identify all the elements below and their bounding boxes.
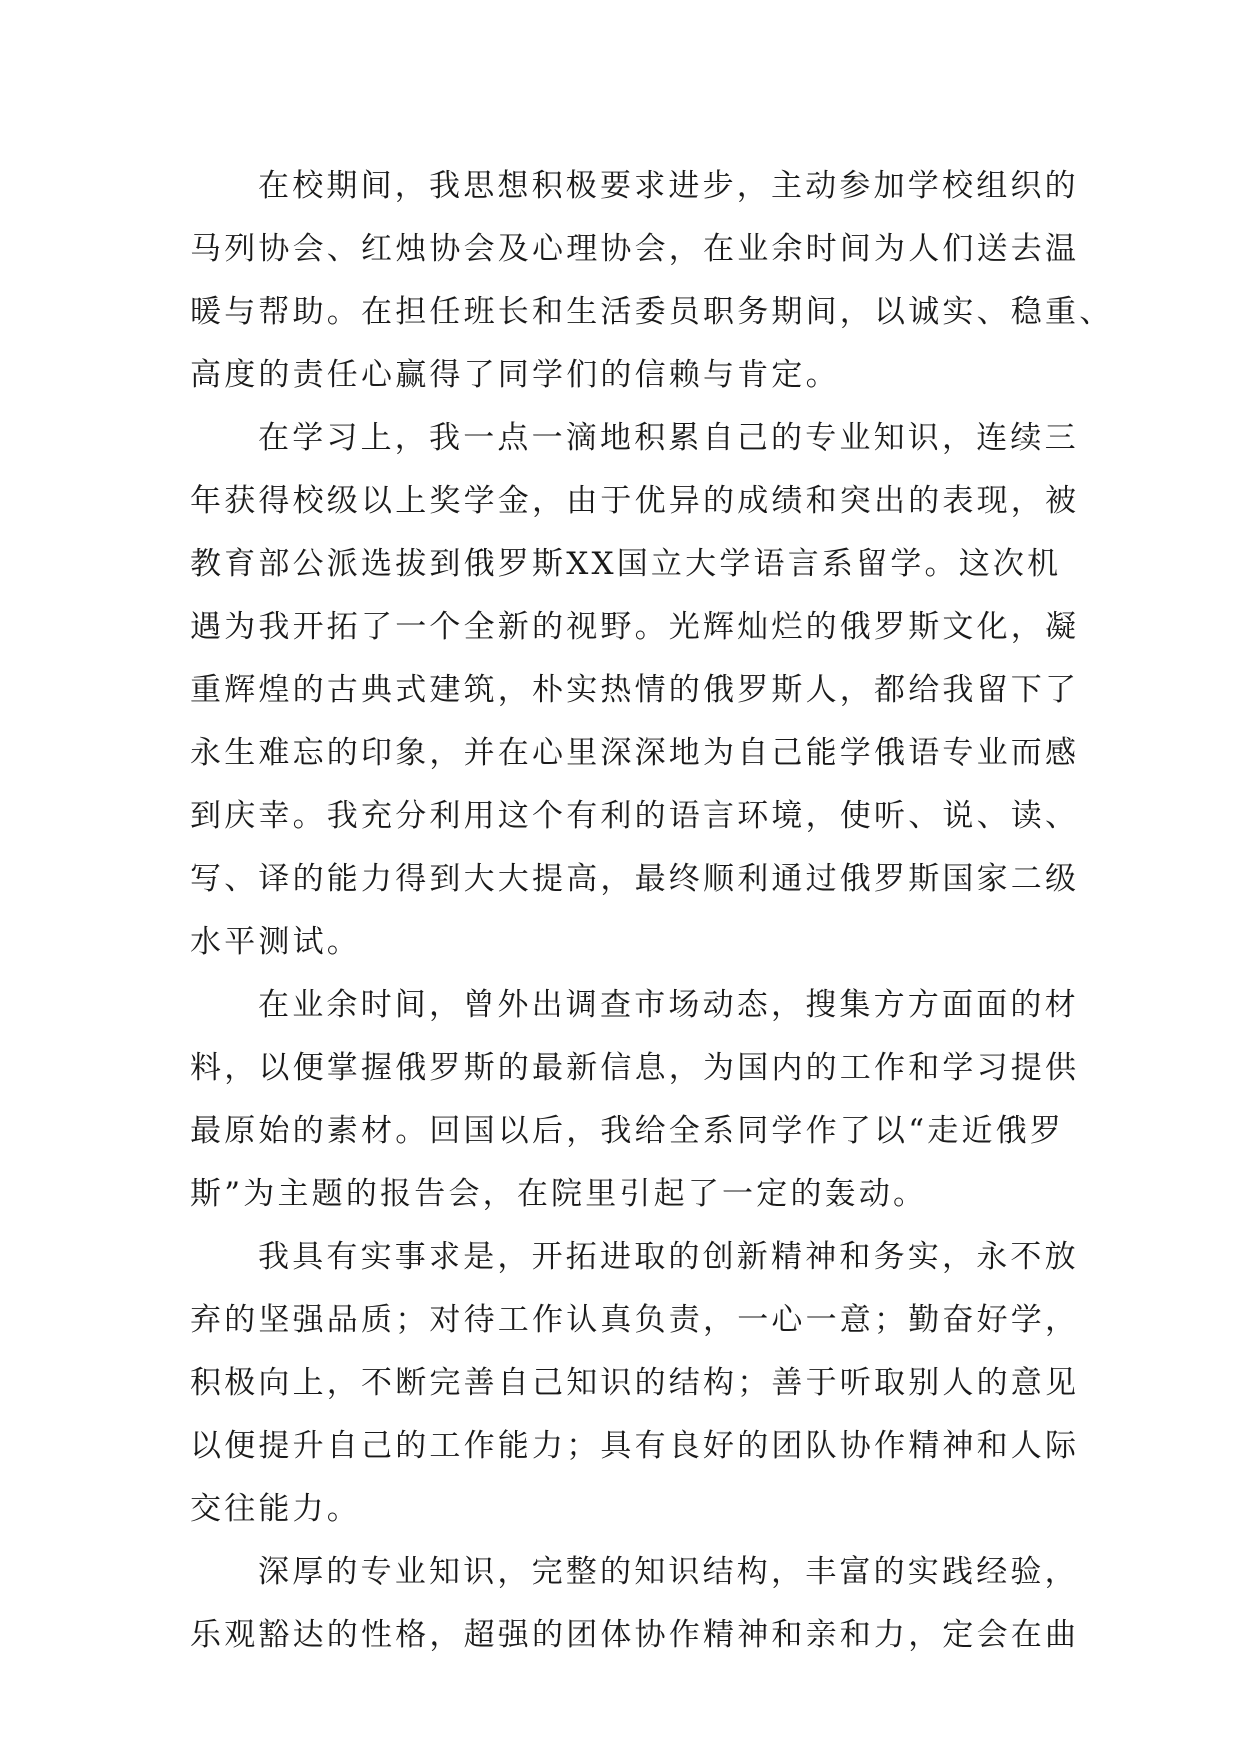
text-line: 交往能力。 [190,1491,361,1527]
text-line: 在校期间，我思想积极要求进步，主动参加学校组织的 [258,168,1079,204]
text-line: 弃的坚强品质；对待工作认真负责，一心一意；勤奋好学， [190,1302,1080,1338]
text-line: 到庆幸。我充分利用这个有利的语言环境，使听、说、读、 [190,798,1080,834]
text-line: 深厚的专业知识，完整的知识结构，丰富的实践经验， [258,1554,1079,1590]
text-line: 年获得校级以上奖学金，由于优异的成绩和突出的表现，被 [190,483,1080,519]
paragraph-1 [190,155,1114,407]
text-line: 料，以便掌握俄罗斯的最新信息，为国内的工作和学习提供 [190,1050,1080,1086]
text-line: 我具有实事求是，开拓进取的创新精神和务实，永不放 [258,1239,1079,1275]
text-line: 暖与帮助。在担任班长和生活委员职务期间，以诚实、稳重、 [190,294,1114,330]
paragraph-5 [190,1541,1080,1667]
paragraph-4 [190,1226,1080,1541]
paragraph-3 [190,974,1080,1226]
text-line: 教育部公派选拔到俄罗斯XX国立大学语言系留学。这次机 [190,546,1062,582]
text-line: 高度的责任心赢得了同学们的信赖与肯定。 [190,357,840,393]
text-line: 永生难忘的印象，并在心里深深地为自己能学俄语专业而感 [190,735,1080,771]
text-line: 以便提升自己的工作能力；具有良好的团队协作精神和人际 [190,1428,1080,1464]
text-line: 在学习上，我一点一滴地积累自己的专业知识，连续三 [258,420,1079,456]
text-line: 在业余时间，曾外出调查市场动态，搜集方方面面的材 [258,987,1079,1023]
text-line: 马列协会、红烛协会及心理协会，在业余时间为人们送去温 [190,231,1080,267]
paragraph-2 [190,407,1080,974]
text-line: 积极向上，不断完善自己知识的结构；善于听取别人的意见 [190,1365,1080,1401]
text-line: 最原始的素材。回国以后，我给全系同学作了以“走近俄罗 [190,1113,1065,1149]
document-body [190,155,1114,1667]
text-line: 水平测试。 [190,924,361,960]
text-line: 斯”为主题的报告会，在院里引起了一定的轰动。 [190,1176,928,1212]
text-line: 遇为我开拓了一个全新的视野。光辉灿烂的俄罗斯文化，凝 [190,609,1080,645]
text-line: 写、译的能力得到大大提高，最终顺利通过俄罗斯国家二级 [190,861,1080,897]
text-line: 重辉煌的古典式建筑，朴实热情的俄罗斯人，都给我留下了 [190,672,1080,708]
text-line: 乐观豁达的性格，超强的团体协作精神和亲和力，定会在曲 [190,1617,1080,1653]
